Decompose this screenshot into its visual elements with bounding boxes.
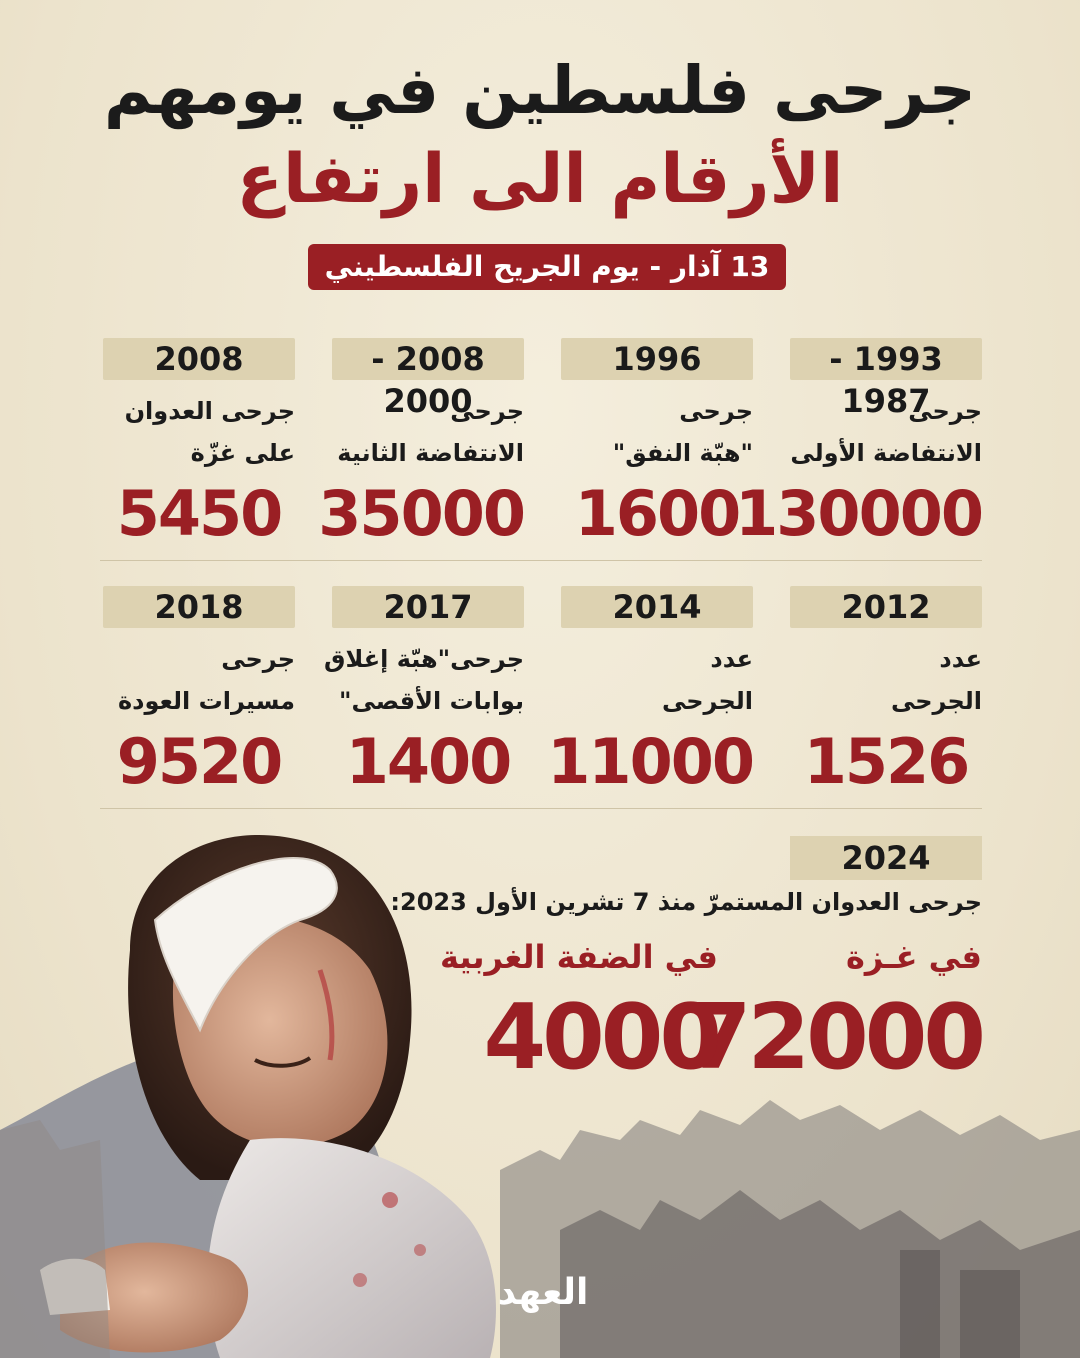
stat-card — [324, 586, 524, 800]
stat-card — [547, 586, 753, 800]
stat-description: جرحى "هبّة النفق" — [612, 397, 753, 467]
stat-card — [318, 338, 524, 552]
westbank-value: 4000 — [483, 985, 718, 1090]
divider — [100, 808, 982, 809]
since-caption: جرحى العدوان المستمرّ منذ 7 تشرين الأول 2023: — [390, 888, 982, 916]
stat-year: 1996 — [561, 338, 753, 380]
stat-description: جرحى مسيرات العودة — [117, 645, 295, 715]
stat-value: 11000 — [547, 725, 753, 798]
stat-description: عدد الجرحى — [661, 645, 753, 715]
stat-year: 2008 — [103, 338, 295, 380]
stat-value: 130000 — [735, 477, 982, 550]
subtitle: الأرقام الى ارتفاع — [236, 140, 844, 219]
stat-description: جرحى العدوان على غزّة — [124, 397, 295, 467]
stat-year: 2014 — [561, 586, 753, 628]
city-ruins-backdrop — [0, 1090, 1080, 1358]
stat-year: 1993 - 1987 — [790, 338, 982, 380]
stat-year: 2008 - 2000 — [332, 338, 524, 380]
stat-value: 1600 — [574, 477, 740, 550]
stat-description: جرحى الانتفاضة الأولى — [790, 397, 982, 467]
stat-value: 1400 — [345, 725, 511, 798]
stat-value: 35000 — [318, 477, 524, 550]
date-badge: 13 آذار - يوم الجريح الفلسطيني — [308, 244, 786, 290]
stat-value: 1526 — [803, 725, 969, 798]
gaza-value: 72000 — [688, 985, 982, 1090]
divider — [100, 560, 982, 561]
brand-logo: العهد — [497, 1272, 589, 1313]
stat-value: 5450 — [116, 477, 282, 550]
westbank-label: في الضفة الغربية — [440, 938, 718, 976]
stat-description: جرحى"هبّة إغلاق بوابات الأقصى" — [324, 645, 524, 715]
current-year: 2024 — [790, 836, 982, 880]
stat-year: 2017 — [332, 586, 524, 628]
stat-year: 2018 — [103, 586, 295, 628]
stat-card — [790, 586, 982, 800]
stat-value: 9520 — [116, 725, 282, 798]
stat-card — [735, 338, 982, 552]
stat-year: 2012 — [790, 586, 982, 628]
stat-card — [103, 586, 295, 800]
stat-description: جرحى الانتفاضة الثانية — [337, 397, 524, 467]
stat-card — [103, 338, 295, 552]
main-title: جرحى فلسطين في يومهم — [103, 52, 977, 129]
gaza-label: في غـزة — [845, 938, 982, 976]
stat-card — [561, 338, 753, 552]
stat-description: عدد الجرحى — [890, 645, 982, 715]
